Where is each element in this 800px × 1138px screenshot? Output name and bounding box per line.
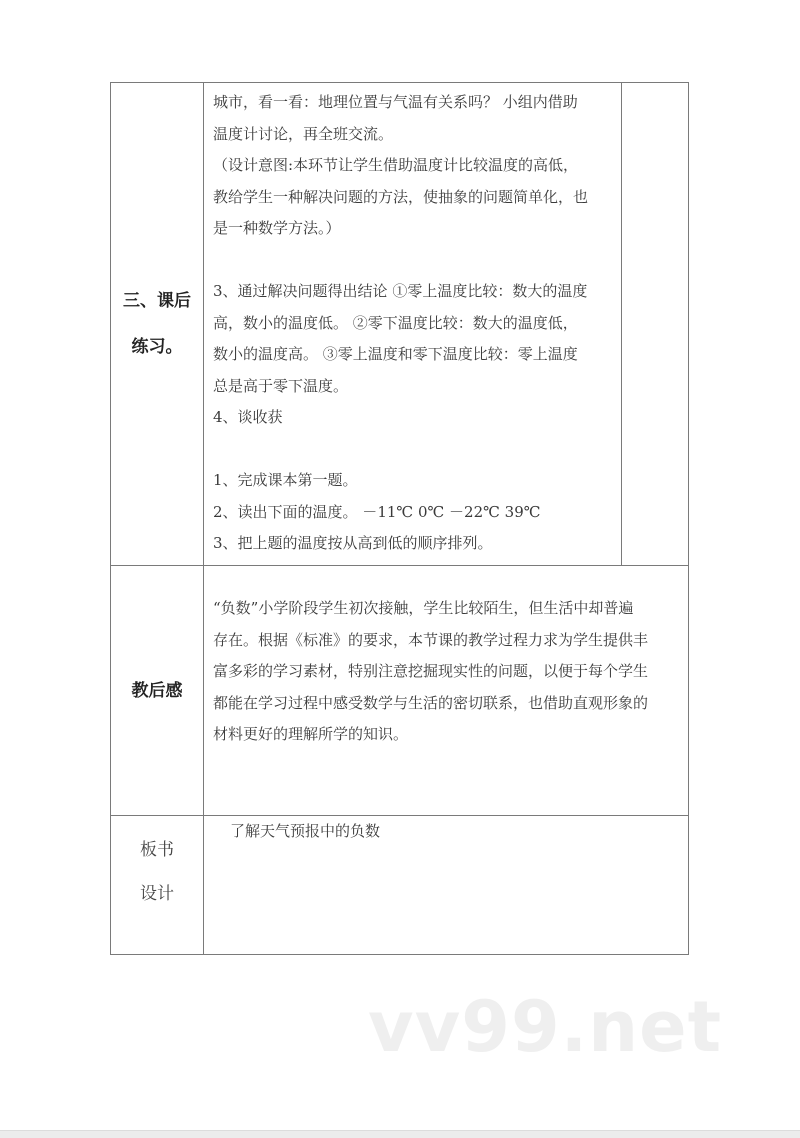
watermark-text: vv99.net: [368, 986, 723, 1068]
text-line: 总是高于零下温度。: [213, 376, 349, 395]
text-line: 3、通过解决问题得出结论 ①零上温度比较：数大的温度: [213, 282, 588, 300]
text-line: 数小的温度高。 ③零上温度和零下温度比较：零上温度: [213, 345, 578, 363]
label-line: 板书: [140, 840, 174, 860]
blank-line: [213, 245, 615, 277]
text-line: （设计意图:本环节让学生借助温度计比较温度的高低，: [213, 156, 579, 174]
label-line: 三、课后: [123, 291, 191, 311]
text-line: 是一种数学方法。）: [213, 219, 341, 237]
text-line: 材料更好的理解所学的知识。: [213, 725, 409, 743]
blank-line: [213, 434, 615, 466]
text-line: 都能在学习过程中感受数学与生活的密切联系，也借助直观形象的: [213, 693, 649, 712]
text-line: 存在。根据《标准》的要求，本节课的教学过程力求为学生提供丰: [213, 630, 649, 649]
text-line: 1、完成课本第一题。: [213, 471, 358, 489]
text-line: 2、读出下面的温度。 －11℃ 0℃ －22℃ 39℃: [213, 502, 541, 521]
lesson-plan-table: [110, 82, 689, 955]
text-line: 高，数小的温度低。 ②零下温度比较：数大的温度低，: [213, 313, 578, 332]
row-content-after-class-practice: [204, 83, 622, 566]
text-line: 城市，看一看：地理位置与气温有关系吗？ 小组内借助: [213, 93, 578, 111]
row-label-after-class-practice: [111, 83, 204, 566]
text-line: 3、把上题的温度按从高到低的顺序排列。: [213, 534, 493, 552]
row-label-blackboard-design: [111, 816, 204, 955]
text-line: 4、谈收获: [213, 408, 283, 426]
text-line: 温度计讨论，再全班交流。: [213, 124, 394, 143]
row-label-reflection: 教后感: [111, 566, 204, 816]
text-line: 了解天气预报中的负数: [230, 822, 381, 840]
row-content-blackboard-design: [204, 816, 689, 955]
table-row-after-class-practice: [111, 83, 689, 566]
table-row-reflection: [111, 566, 689, 816]
row-extra-cell: [622, 83, 689, 566]
row-content-reflection: [204, 566, 689, 816]
label-line: 练习。: [131, 337, 183, 357]
label-line: 设计: [140, 884, 174, 904]
text-line: 富多彩的学习素材，特别注意挖掘现实性的问题，以便于每个学生: [213, 662, 649, 680]
text-line: “负数”小学阶段学生初次接触，学生比较陌生，但生活中却普遍: [213, 599, 634, 617]
table-row-blackboard-design: [111, 816, 689, 955]
text-line: 教给学生一种解决问题的方法，使抽象的问题简单化，也: [213, 187, 589, 206]
